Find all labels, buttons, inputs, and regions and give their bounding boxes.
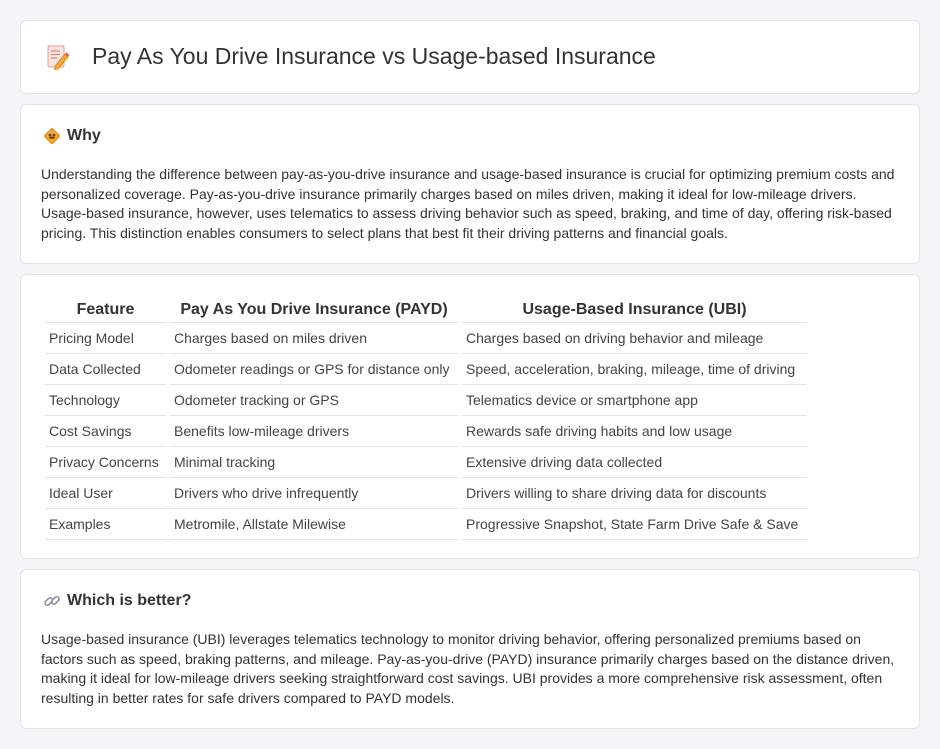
road-sign-icon (43, 127, 61, 145)
payd-cell: Odometer tracking or GPS (170, 385, 458, 416)
ubi-cell: Speed, acceleration, braking, mileage, time of driving (462, 354, 807, 385)
payd-cell: Drivers who drive infrequently (170, 478, 458, 509)
table-row (45, 447, 807, 478)
why-heading: Why (67, 127, 101, 144)
table-row (45, 478, 807, 509)
ubi-cell: Rewards safe driving habits and low usage (462, 416, 807, 447)
table-row (45, 509, 807, 540)
document-pencil-icon (46, 45, 70, 71)
payd-cell: Benefits low-mileage drivers (170, 416, 458, 447)
feature-cell: Cost Savings (45, 416, 166, 447)
feature-cell: Technology (45, 385, 166, 416)
why-paragraph: Understanding the difference between pay-as-you-drive insurance and usage-based insurance is crucial for optimizing premium costs and personalized coverage. Pay-as-you-drive insurance primarily charges based on miles driven, making it ideal for low-mileage drivers. Usage-based insurance, however, uses telematics to assess driving behavior such as speed, braking, and time of day, offering risk-based pricing. This distinction enables consumers to select plans that best fit their driving patterns and financial goals. (41, 166, 895, 241)
payd-cell: Minimal tracking (170, 447, 458, 478)
feature-cell: Privacy Concerns (45, 447, 166, 478)
table-row (45, 385, 807, 416)
table-row (45, 416, 807, 447)
which-is-better-paragraph: Usage-based insurance (UBI) leverages telematics technology to monitor driving behavior, offering personalized premiums based on factors such as speed, braking patterns, and mileage. Pay-as-you-drive (PAYD) insurance primarily charges based on the distance driven, making it ideal for low-mileage drivers seeking straightforward cost savings. UBI provides a more comprehensive risk assessment, often resulting in better rates for safe drivers compared to PAYD models. (41, 631, 895, 706)
table-row (45, 354, 807, 385)
ubi-cell: Progressive Snapshot, State Farm Drive Safe & Save (462, 509, 807, 540)
column-header-feature: Feature (45, 295, 166, 323)
link-icon (43, 592, 61, 610)
why-section (20, 104, 920, 264)
table-header-row (45, 295, 807, 323)
payd-cell: Odometer readings or GPS for distance only (170, 354, 458, 385)
column-header-payd: Pay As You Drive Insurance (PAYD) (170, 295, 458, 323)
feature-cell: Ideal User (45, 478, 166, 509)
payd-cell: Metromile, Allstate Milewise (170, 509, 458, 540)
which-is-better-section (20, 569, 920, 729)
ubi-cell: Extensive driving data collected (462, 447, 807, 478)
comparison-table (41, 295, 811, 540)
ubi-cell: Charges based on driving behavior and mileage (462, 323, 807, 354)
payd-cell: Charges based on miles driven (170, 323, 458, 354)
ubi-cell: Drivers willing to share driving data for discounts (462, 478, 807, 509)
feature-cell: Data Collected (45, 354, 166, 385)
feature-cell: Pricing Model (45, 323, 166, 354)
page-title: Pay As You Drive Insurance vs Usage-based Insurance (92, 43, 656, 69)
title-card (20, 20, 920, 94)
table-row (45, 323, 807, 354)
which-is-better-heading: Which is better? (67, 592, 192, 609)
feature-cell: Examples (45, 509, 166, 540)
column-header-ubi: Usage-Based Insurance (UBI) (462, 295, 807, 323)
comparison-card (20, 274, 920, 559)
ubi-cell: Telematics device or smartphone app (462, 385, 807, 416)
